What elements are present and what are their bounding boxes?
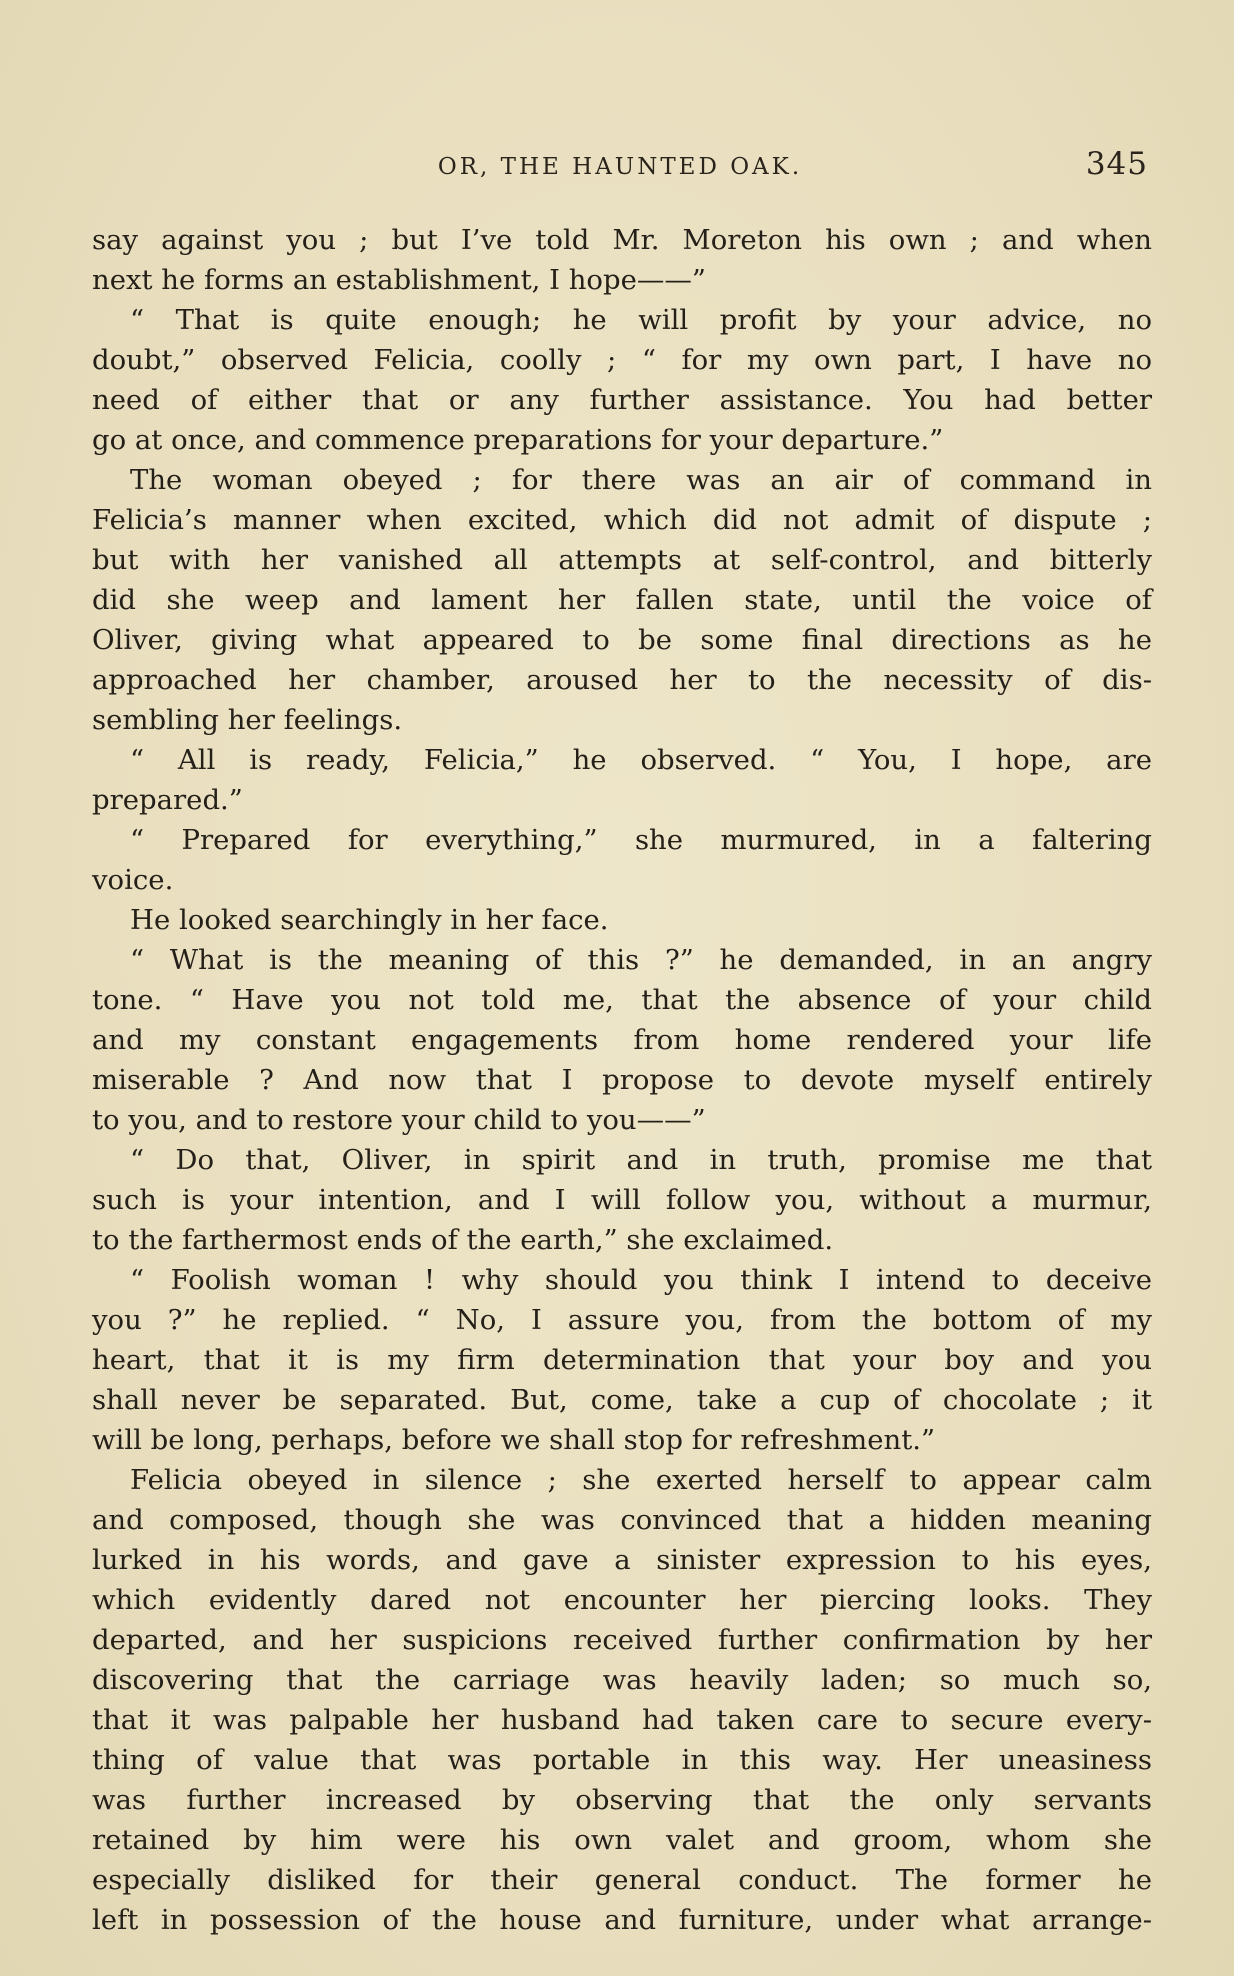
text-line: departed, and her suspicions received further confirmation by her	[92, 1624, 1152, 1656]
text-line: Felicia obeyed in silence ; she exerted herself to appear calm	[130, 1464, 1152, 1496]
text-line: “ Prepared for everything,” she murmured, in a faltering	[130, 824, 1152, 856]
text-line: and my constant engagements from home rendered your life	[92, 1024, 1152, 1056]
text-line: retained by him were his own valet and groom, whom she	[92, 1824, 1152, 1856]
body-text	[92, 220, 1152, 1940]
text-line: to you, and to restore your child to you——”	[92, 1104, 706, 1136]
page-number: 345	[1085, 146, 1148, 182]
text-line: approached her chamber, aroused her to the necessity of dis-	[92, 664, 1152, 696]
text-line: miserable ? And now that I propose to devote myself entirely	[92, 1064, 1152, 1096]
text-line: discovering that the carriage was heavily laden; so much so,	[92, 1664, 1152, 1696]
text-line: thing of value that was portable in this way. Her uneasiness	[92, 1744, 1152, 1776]
text-line: did she weep and lament her fallen state, until the voice of	[92, 584, 1152, 616]
text-line: next he forms an establishment, I hope——”	[92, 264, 706, 296]
text-line: Oliver, giving what appeared to be some final directions as he	[92, 624, 1152, 656]
text-line: tone. “ Have you not told me, that the absence of your child	[92, 984, 1152, 1016]
text-line: heart, that it is my firm determination that your boy and you	[92, 1344, 1152, 1376]
text-line: “ Do that, Oliver, in spirit and in truth, promise me that	[130, 1144, 1152, 1176]
text-line: will be long, perhaps, before we shall stop for refreshment.”	[92, 1424, 936, 1456]
text-line: you ?” he replied. “ No, I assure you, from the bottom of my	[92, 1304, 1152, 1336]
text-line: “ All is ready, Felicia,” he observed. “ You, I hope, are	[130, 744, 1152, 776]
text-line: “ What is the meaning of this ?” he demanded, in an angry	[130, 944, 1152, 976]
text-line: “ That is quite enough; he will profit by your advice, no	[130, 304, 1152, 336]
text-line: He looked searchingly in her face.	[130, 904, 609, 936]
running-header	[92, 146, 1148, 186]
text-line: such is your intention, and I will follow you, without a murmur,	[92, 1184, 1152, 1216]
running-title: OR, THE HAUNTED OAK.	[437, 154, 803, 180]
text-line: especially disliked for their general conduct. The former he	[92, 1864, 1152, 1896]
text-line: lurked in his words, and gave a sinister expression to his eyes,	[92, 1544, 1152, 1576]
text-line: go at once, and commence preparations for your departure.”	[92, 424, 944, 456]
text-line: but with her vanished all attempts at self-control, and bitterly	[92, 544, 1152, 576]
text-line: The woman obeyed ; for there was an air of command in	[130, 464, 1152, 496]
text-line: left in possession of the house and furniture, under what arrange-	[92, 1904, 1152, 1936]
text-line: prepared.”	[92, 784, 243, 816]
text-line: shall never be separated. But, come, take a cup of chocolate ; it	[92, 1384, 1152, 1416]
text-line: and composed, though she was convinced that a hidden meaning	[92, 1504, 1152, 1536]
text-line: doubt,” observed Felicia, coolly ; “ for my own part, I have no	[92, 344, 1152, 376]
text-line: that it was palpable her husband had taken care to secure every-	[92, 1704, 1152, 1736]
text-line: Felicia’s manner when excited, which did not admit of dispute ;	[92, 504, 1152, 536]
text-line: voice.	[92, 864, 174, 896]
text-line: was further increased by observing that the only servants	[92, 1784, 1152, 1816]
text-line: “ Foolish woman ! why should you think I intend to deceive	[130, 1264, 1152, 1296]
text-line: need of either that or any further assistance. You had better	[92, 384, 1152, 416]
text-line: say against you ; but I’ve told Mr. Moreton his own ; and when	[92, 224, 1152, 256]
text-line: to the farthermost ends of the earth,” she exclaimed.	[92, 1224, 834, 1256]
text-line: sembling her feelings.	[92, 704, 403, 736]
text-line: which evidently dared not encounter her piercing looks. They	[92, 1584, 1152, 1616]
